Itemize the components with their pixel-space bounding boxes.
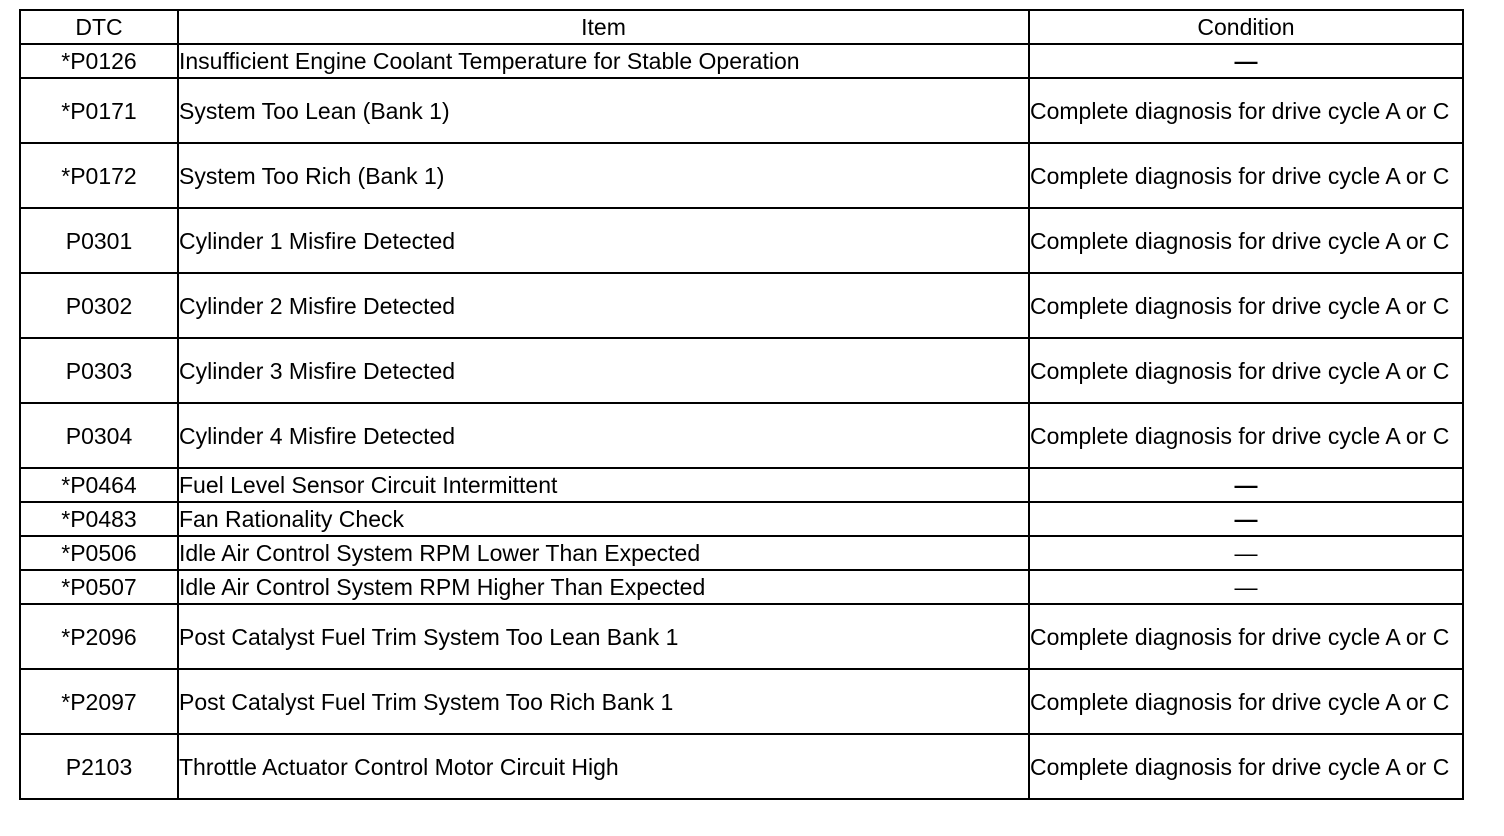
dtc-item: System Too Rich (Bank 1)	[178, 143, 1029, 208]
header-condition: Condition	[1029, 10, 1463, 44]
dtc-code: P0304	[20, 403, 178, 468]
header-row	[20, 10, 1463, 44]
dtc-code: *P0506	[20, 536, 178, 570]
table-row	[20, 502, 1463, 536]
dtc-condition: Complete diagnosis for drive cycle A or C	[1029, 143, 1463, 208]
dtc-code: *P0464	[20, 468, 178, 502]
dtc-condition: —	[1029, 502, 1463, 536]
dtc-item: Fan Rationality Check	[178, 502, 1029, 536]
table-row	[20, 604, 1463, 669]
dtc-condition: —	[1029, 44, 1463, 78]
dtc-condition: Complete diagnosis for drive cycle A or C	[1029, 273, 1463, 338]
dtc-item: Idle Air Control System RPM Lower Than Expected	[178, 536, 1029, 570]
table-body	[20, 44, 1463, 799]
dtc-code: *P0126	[20, 44, 178, 78]
table-row	[20, 143, 1463, 208]
dtc-code: *P0172	[20, 143, 178, 208]
dtc-condition: —	[1029, 570, 1463, 604]
dtc-item: Fuel Level Sensor Circuit Intermittent	[178, 468, 1029, 502]
dtc-condition: Complete diagnosis for drive cycle A or C	[1029, 78, 1463, 143]
dtc-item: Cylinder 1 Misfire Detected	[178, 208, 1029, 273]
table-row	[20, 669, 1463, 734]
dtc-item: Idle Air Control System RPM Higher Than Expected	[178, 570, 1029, 604]
dtc-condition: —	[1029, 468, 1463, 502]
dtc-item: Cylinder 2 Misfire Detected	[178, 273, 1029, 338]
dtc-condition: Complete diagnosis for drive cycle A or C	[1029, 338, 1463, 403]
dtc-condition: Complete diagnosis for drive cycle A or C	[1029, 604, 1463, 669]
table-row	[20, 44, 1463, 78]
dtc-item: Cylinder 4 Misfire Detected	[178, 403, 1029, 468]
header-dtc: DTC	[20, 10, 178, 44]
dtc-item: Throttle Actuator Control Motor Circuit High	[178, 734, 1029, 799]
dtc-code: *P0483	[20, 502, 178, 536]
header-item: Item	[178, 10, 1029, 44]
dtc-code: *P2097	[20, 669, 178, 734]
dtc-item: Insufficient Engine Coolant Temperature for Stable Operation	[178, 44, 1029, 78]
table-row	[20, 338, 1463, 403]
dtc-code: P0303	[20, 338, 178, 403]
dtc-item: Cylinder 3 Misfire Detected	[178, 338, 1029, 403]
dtc-condition: Complete diagnosis for drive cycle A or C	[1029, 734, 1463, 799]
table-row	[20, 78, 1463, 143]
dtc-code: P0301	[20, 208, 178, 273]
table-header	[20, 10, 1463, 44]
dtc-code: *P0171	[20, 78, 178, 143]
table-row	[20, 468, 1463, 502]
table-row	[20, 273, 1463, 338]
dtc-condition: Complete diagnosis for drive cycle A or C	[1029, 208, 1463, 273]
dtc-condition: —	[1029, 536, 1463, 570]
table-row	[20, 536, 1463, 570]
dtc-item: System Too Lean (Bank 1)	[178, 78, 1029, 143]
table-row	[20, 734, 1463, 799]
dtc-code: P0302	[20, 273, 178, 338]
table-row	[20, 403, 1463, 468]
table-row	[20, 208, 1463, 273]
dtc-table	[19, 9, 1464, 800]
dtc-condition: Complete diagnosis for drive cycle A or C	[1029, 669, 1463, 734]
table-row	[20, 570, 1463, 604]
dtc-code: *P0507	[20, 570, 178, 604]
dtc-item: Post Catalyst Fuel Trim System Too Rich Bank 1	[178, 669, 1029, 734]
dtc-item: Post Catalyst Fuel Trim System Too Lean Bank 1	[178, 604, 1029, 669]
dtc-code: P2103	[20, 734, 178, 799]
dtc-condition: Complete diagnosis for drive cycle A or C	[1029, 403, 1463, 468]
dtc-code: *P2096	[20, 604, 178, 669]
